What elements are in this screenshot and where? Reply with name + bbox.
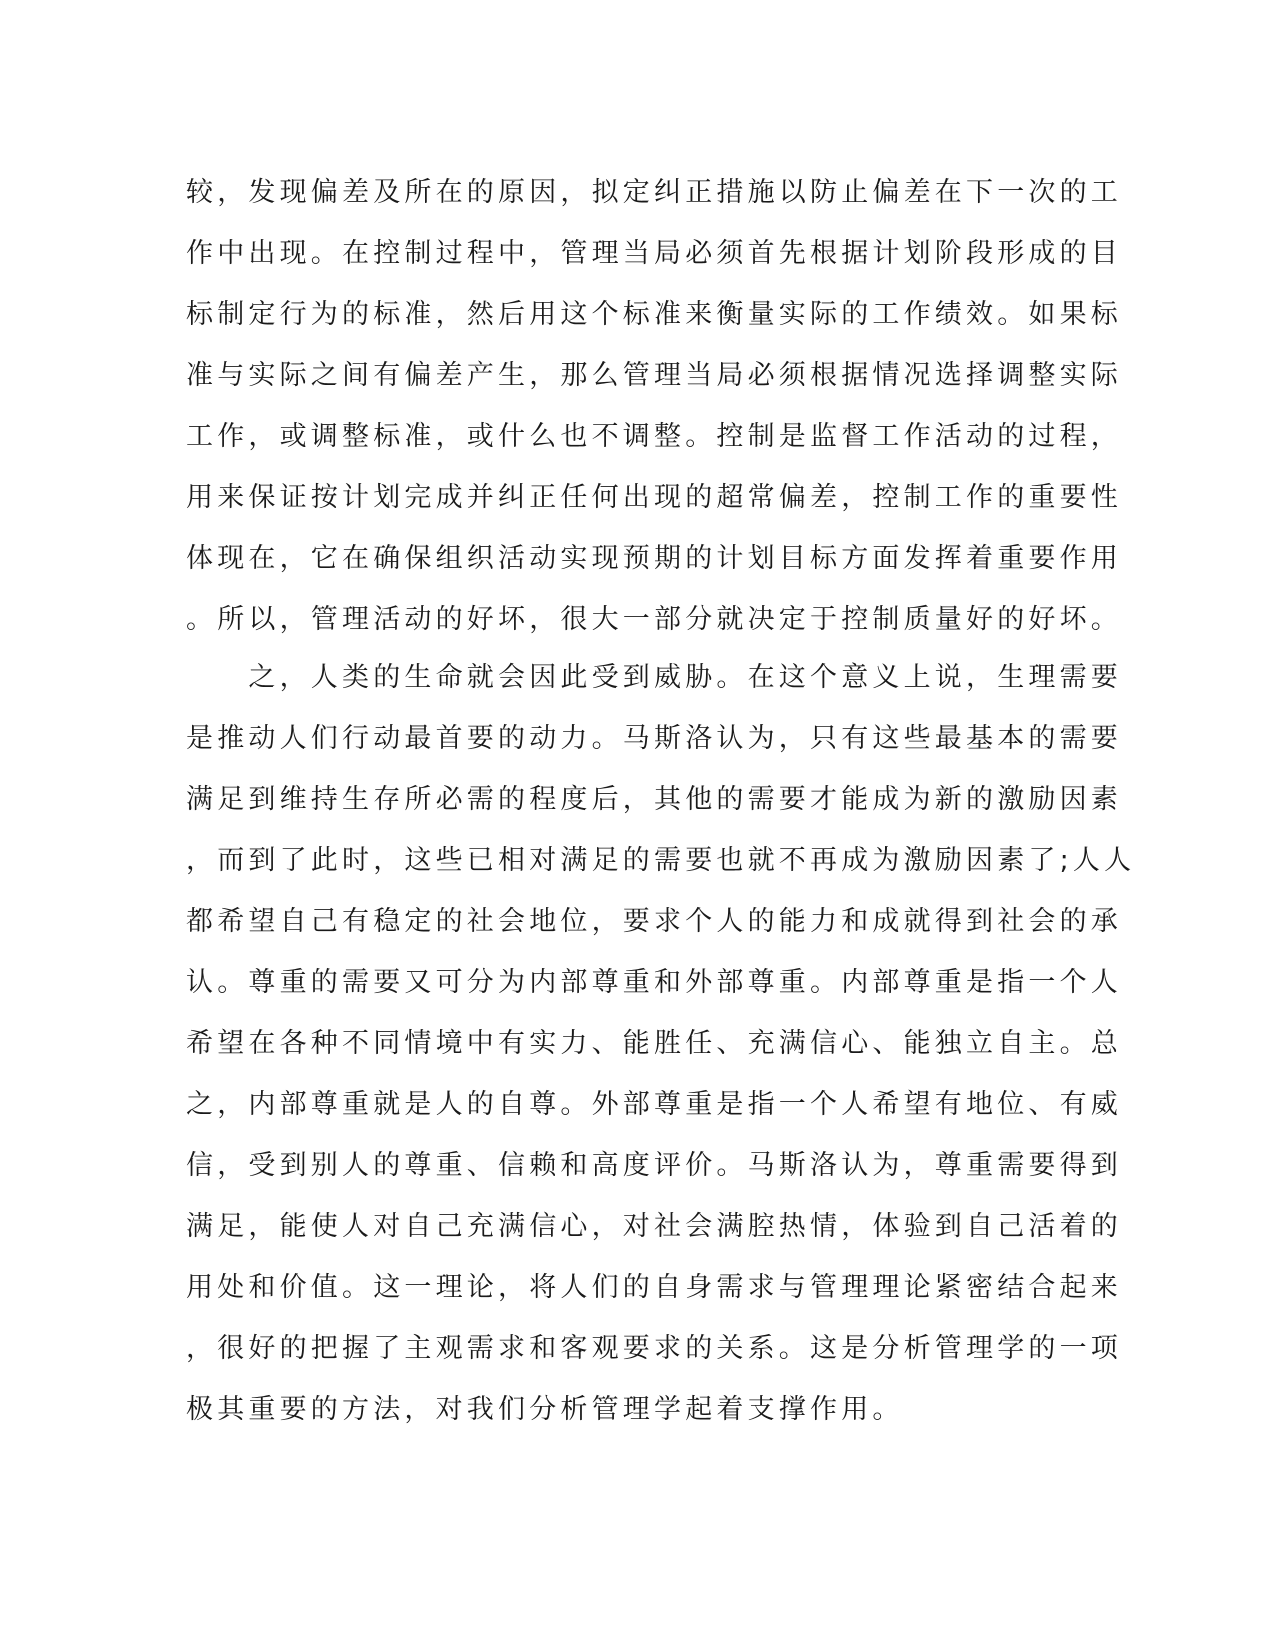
- text-line: 。所以，管理活动的好坏，很大一部分就决定于控制质量好的好坏。: [186, 604, 1122, 635]
- text-line: 作中出现。在控制过程中，管理当局必须首先根据计划阶段形成的目: [186, 238, 1122, 269]
- text-line: ，而到了此时，这些已相对满足的需要也就不再成为激励因素了;人人: [186, 845, 1136, 876]
- text-line: 满足到维持生存所必需的程度后，其他的需要才能成为新的激励因素: [186, 784, 1122, 815]
- paragraph-maslow: [186, 647, 1136, 1440]
- text-line: 满足，能使人对自己充满信心，对社会满腔热情，体验到自己活着的: [186, 1211, 1122, 1242]
- text-line: 是推动人们行动最首要的动力。马斯洛认为，只有这些最基本的需要: [186, 723, 1122, 754]
- text-line: 认。尊重的需要又可分为内部尊重和外部尊重。内部尊重是指一个人: [186, 967, 1122, 998]
- text-line: 准与实际之间有偏差产生，那么管理当局必须根据情况选择调整实际: [186, 360, 1122, 391]
- text-line: 用来保证按计划完成并纠正任何出现的超常偏差，控制工作的重要性: [186, 482, 1122, 513]
- text-line: 用处和价值。这一理论，将人们的自身需求与管理理论紧密结合起来: [186, 1272, 1122, 1303]
- text-line: 标制定行为的标准，然后用这个标准来衡量实际的工作绩效。如果标: [186, 299, 1122, 330]
- text-line: 之，人类的生命就会因此受到威胁。在这个意义上说，生理需要: [186, 662, 1122, 693]
- text-line: 之，内部尊重就是人的自尊。外部尊重是指一个人希望有地位、有威: [186, 1089, 1122, 1120]
- text-line: 信，受到别人的尊重、信赖和高度评价。马斯洛认为，尊重需要得到: [186, 1150, 1122, 1181]
- text-line: 都希望自己有稳定的社会地位，要求个人的能力和成就得到社会的承: [186, 906, 1122, 937]
- text-line: 较，发现偏差及所在的原因，拟定纠正措施以防止偏差在下一次的工: [186, 177, 1122, 208]
- text-line: 体现在，它在确保组织活动实现预期的计划目标方面发挥着重要作用: [186, 543, 1122, 574]
- text-line: 工作，或调整标准，或什么也不调整。控制是监督工作活动的过程，: [186, 421, 1122, 452]
- paragraph-control: [186, 162, 1122, 650]
- text-line: 希望在各种不同情境中有实力、能胜任、充满信心、能独立自主。总: [186, 1028, 1122, 1059]
- text-line: 极其重要的方法，对我们分析管理学起着支撑作用。: [186, 1394, 904, 1425]
- text-line: ，很好的把握了主观需求和客观要求的关系。这是分析管理学的一项: [186, 1333, 1122, 1364]
